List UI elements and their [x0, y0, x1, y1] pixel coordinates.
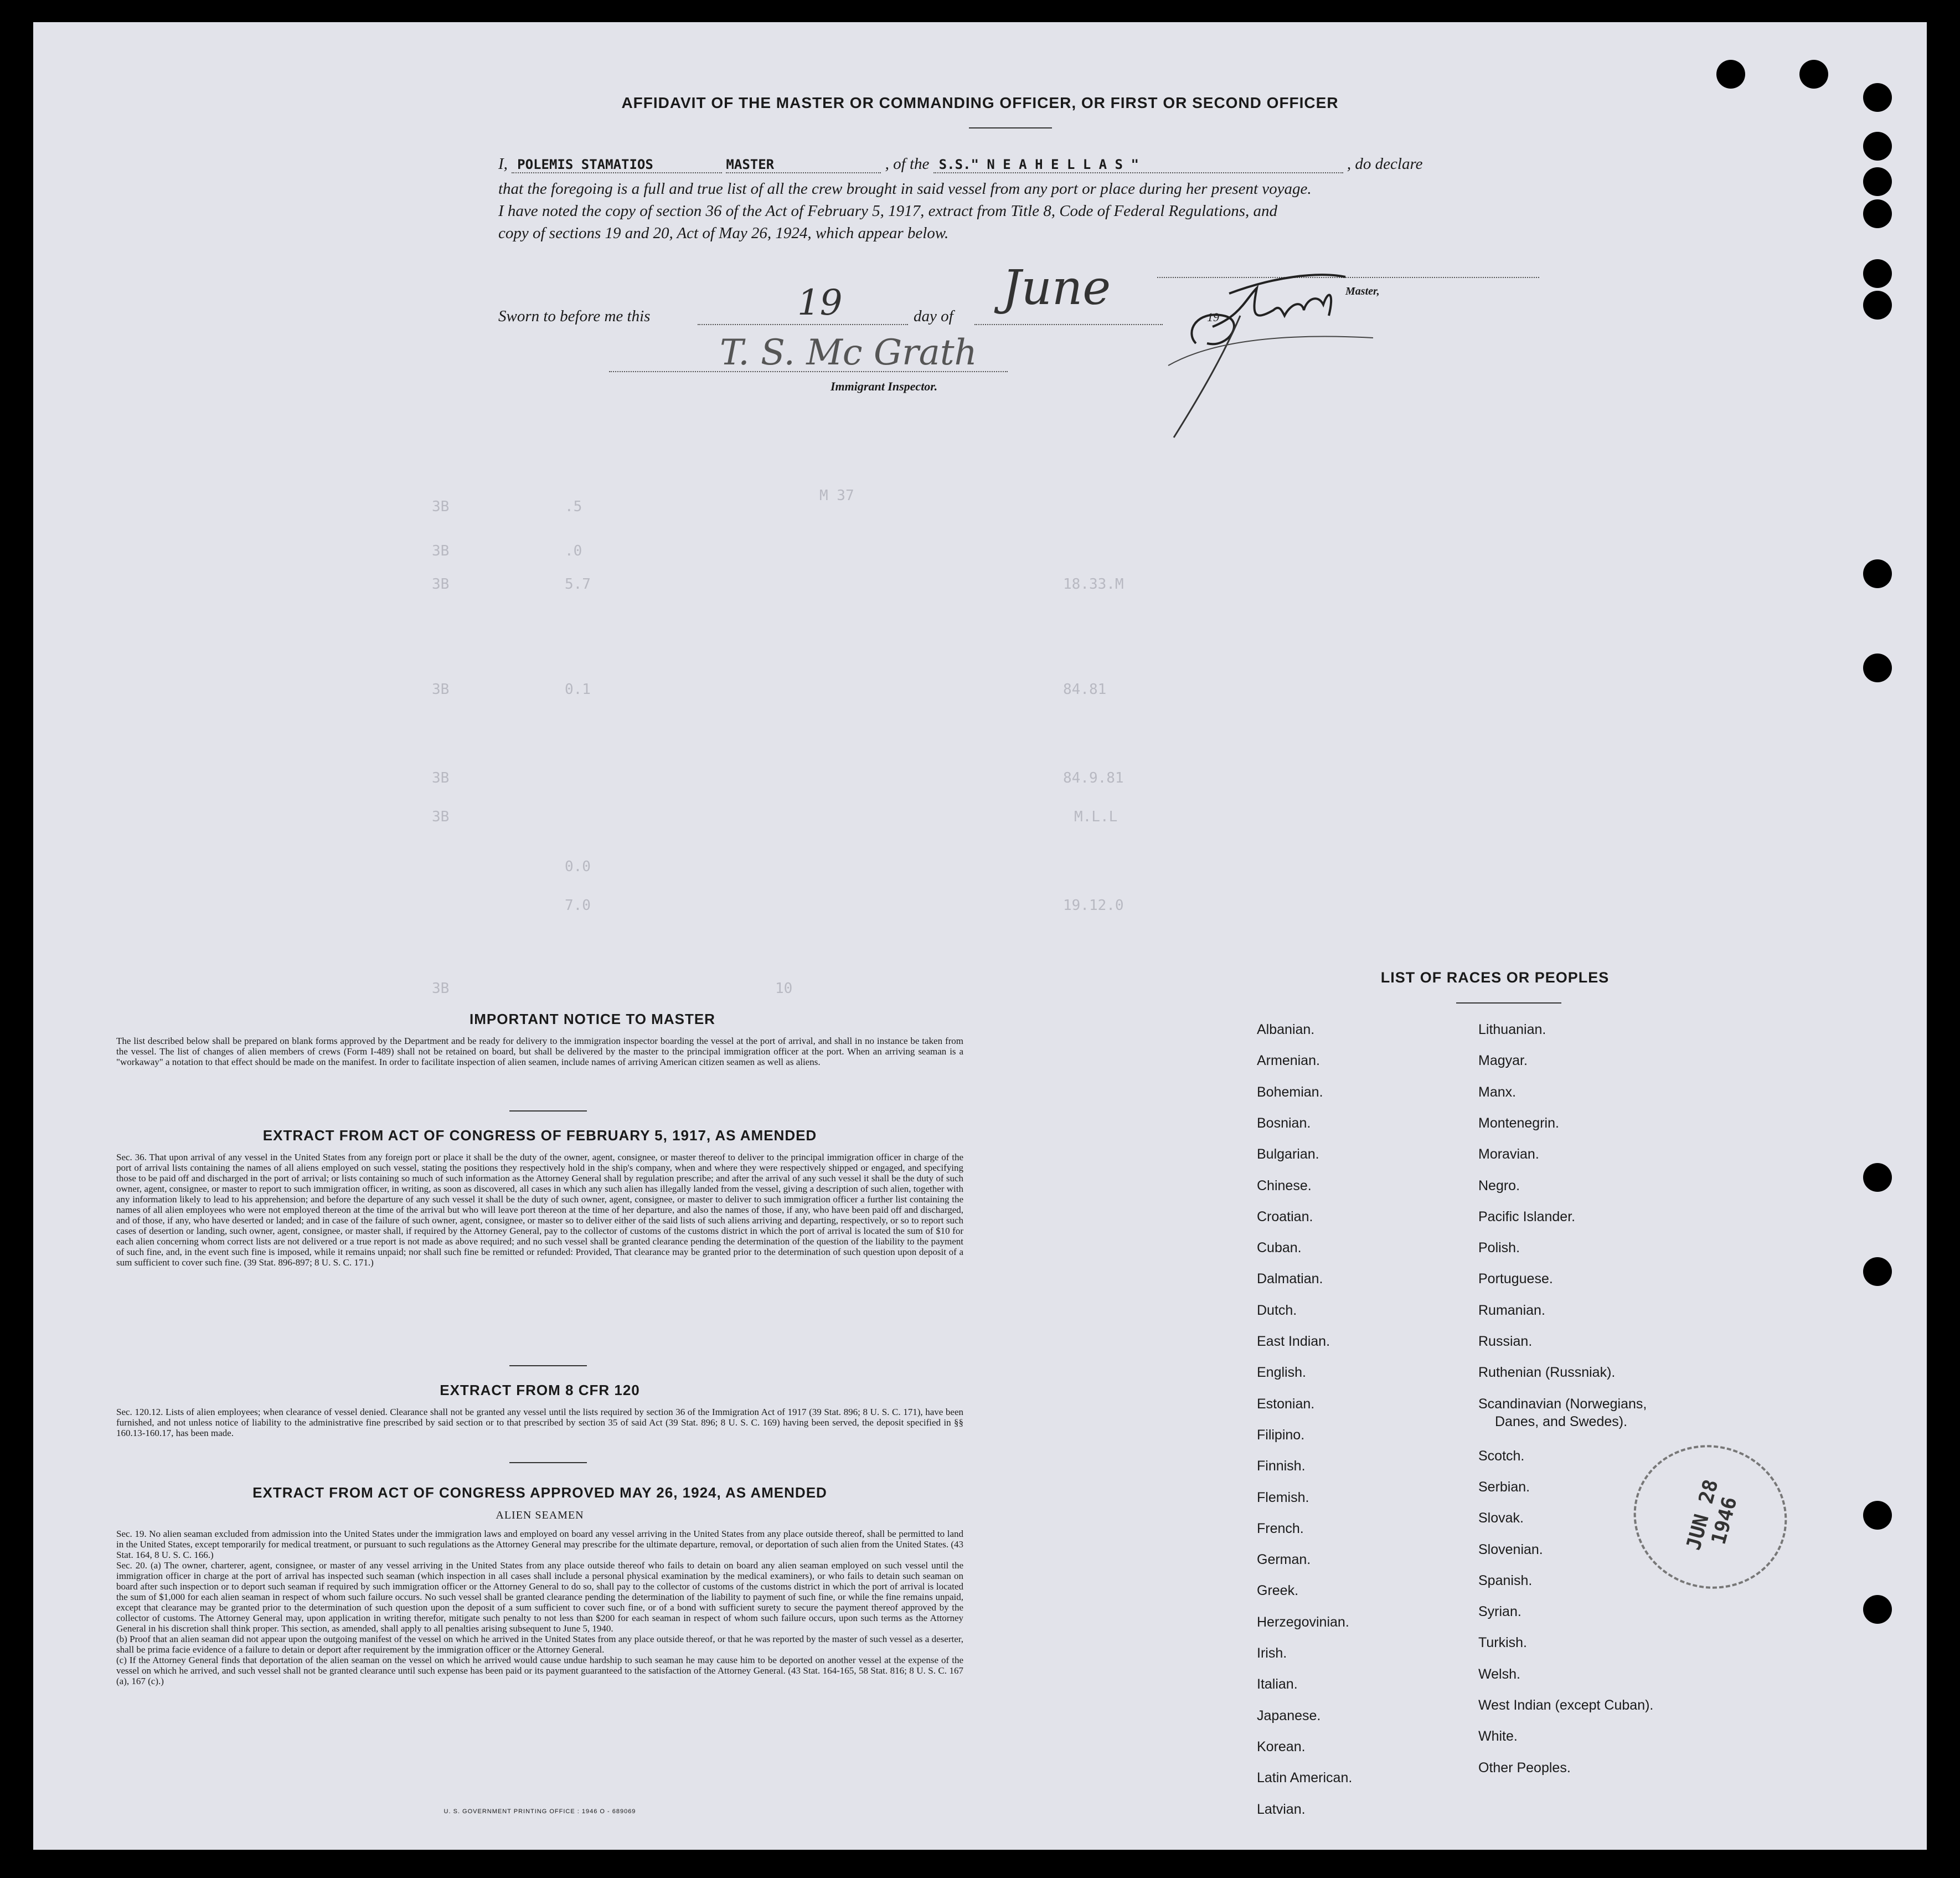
race-item: Slovak.	[1478, 1510, 1524, 1526]
month-value: June	[1002, 260, 1111, 316]
race-item: Manx.	[1478, 1084, 1517, 1100]
punch-hole	[1716, 60, 1745, 89]
master-signature	[1163, 255, 1395, 449]
divider	[509, 1365, 587, 1366]
race-item: Rumanian.	[1478, 1302, 1545, 1318]
sec-20a: Sec. 20. (a) The owner, charterer, agent, consignee, or master of any vessel arriving in the United States from any place outside thereof who fails to detain on board any alien seaman employed on such vessel until the immigration officer in charge at the port of arrival has inspected such seaman (which inspection in all cases shall include a personal physical examination by the medical examiners), or who fails to detain such seaman on board after such inspection or to deport such seaman if required by such immigration officer or the Attorney General to do so, shall pay to the collector of customs of the customs district in which the port of arrival is located the sum of $1,000 for each alien seaman in respect of whom such failure occurs. No such vessel shall be granted clearance pending the determination of the liability to payment of such fine, or while the fine remains unpaid, except that clearance may be granted prior to the determination of such question upon the deposit of a sum sufficient to cover such fine, or of a bond with sufficient surety to secure the payment thereof approved by the collector of customs. The Attorney General may, upon application in writing therefor, mitigate such penalty to not less than $200 for each seaman in respect of whom such failure occurs, upon such terms as the Attorney General in his discretion shall think proper. This section, as amended, shall apply to all penalties arising subsequent to June 5, 1940.	[116, 1560, 963, 1634]
race-item: Dutch.	[1257, 1302, 1297, 1318]
master-rank: MASTER	[726, 157, 881, 173]
punch-hole	[1799, 60, 1828, 89]
punch-hole	[1863, 167, 1892, 196]
race-item: Cuban.	[1257, 1240, 1302, 1256]
inspector-label: Immigrant Inspector.	[831, 379, 938, 393]
punch-hole	[1863, 1501, 1892, 1530]
affidavit-line2: that the foregoing is a full and true list of all the crew brought in said vessel from any port or place during her present voyage.	[498, 180, 1312, 198]
notice-title: IMPORTANT NOTICE TO MASTER	[470, 1011, 715, 1027]
day-value: 19	[797, 282, 843, 323]
year-label: 19	[1207, 310, 1219, 324]
race-item: White.	[1478, 1728, 1518, 1745]
race-item: Chinese.	[1257, 1177, 1312, 1193]
race-item: Slovenian.	[1478, 1541, 1543, 1557]
received-stamp	[1617, 1428, 1803, 1606]
race-item: Latin American.	[1257, 1770, 1353, 1786]
race-item: East Indian.	[1257, 1334, 1330, 1349]
race-item: Danes, and Swedes).	[1495, 1413, 1628, 1429]
race-item: Italian.	[1257, 1676, 1298, 1692]
affidavit-line4: copy of sections 19 and 20, Act of May 26, 1924, which appear below.	[498, 224, 949, 242]
race-item: Japanese.	[1257, 1707, 1321, 1723]
day-of-label: day of	[914, 307, 953, 325]
race-item: Bohemian.	[1257, 1084, 1323, 1100]
punch-hole	[1863, 559, 1892, 588]
punch-hole	[1863, 132, 1892, 161]
sec-20b: (b) Proof that an alien seaman did not appear upon the outgoing manifest of the vessel on which he arrived in the United States from any place outside thereof, or that he was reported by the master of such vessel as a deserter, shall be prima facie evidence of a failure to detain or deport after requirement by the immigration officer or the Attorney General.	[116, 1634, 963, 1655]
race-item: Herzegovinian.	[1257, 1614, 1349, 1630]
race-item: Spanish.	[1478, 1572, 1533, 1588]
printing-office-footer: U. S. GOVERNMENT PRINTING OFFICE : 1946 O - 689069	[443, 1808, 636, 1815]
affidavit-title: AFFIDAVIT OF THE MASTER OR COMMANDING OFFICER, OR FIRST OR SECOND OFFICER	[621, 94, 1339, 111]
punch-hole	[1863, 1163, 1892, 1192]
affidavit-line1: I, POLEMIS STAMATIOS MASTER , of the S.S." N E A H E L L A S " , do declare	[498, 155, 1423, 173]
race-item: Albanian.	[1257, 1022, 1315, 1037]
race-item: Welsh.	[1478, 1666, 1520, 1682]
race-item: English.	[1257, 1365, 1306, 1381]
alien-seamen-subtitle: ALIEN SEAMEN	[496, 1509, 584, 1521]
race-item: Turkish.	[1478, 1635, 1527, 1651]
divider	[509, 1462, 587, 1463]
race-item: Moravian.	[1478, 1146, 1539, 1162]
punch-hole	[1863, 259, 1892, 288]
race-item: Croatian.	[1257, 1208, 1313, 1224]
race-item: Korean.	[1257, 1738, 1306, 1754]
vessel-name: S.S." N E A H E L L A S "	[933, 157, 1343, 173]
extract-1917-body: Sec. 36. That upon arrival of any vessel in the United States from any foreign port or place it shall be the duty of the owner, agent, consignee, or master thereof to deliver to the principal immigration officer in charge of the port of arrival lists containing the names of all aliens employed on such vessel, stating the positions they respectively hold in the ship's company, when and where they were respectively shipped or engaged, and specifying those to be paid off and discharged in the port of arrival; or lists containing so much of such information as the Attorney General shall by regulation prescribe; and after the arrival of any such vessel it shall be the duty of such owner, agent, consignee, or master to report to such immigration officer, in writing, as soon as discovered, all cases in which any such alien has illegally landed from the vessel, giving a description of such alien, together with any information likely to lead to his apprehension; and before the departure of any such vessel it shall be the duty of such owner, agent, consignee, or master to deliver to such immigration officer a further list containing the names of all alien employees who were not employed thereon at the time of the arrival but who will leave port thereon at the time of her departure, and also the names of those, if any, who have been paid off and discharged, and of those, if any, who have deserted or landed; and in case of the failure of such owner, agent, consignee, or master so to deliver either of the said lists of such aliens arriving and departing, respectively, or so to report such cases of desertion or landing, such owner, agent, consignee, or master shall, if required by the Attorney General, pay to the collector of customs of the customs district in which the port of arrival is located the sum of $10 for each alien concerning whom correct lists are not delivered or a true report is not made as above required; and no such vessel shall be granted clearance pending the determination of the question of the liability to the payment of such fine, and, in the event such fine is imposed, while it remains unpaid; nor shall such fine be remitted or refunded: Provided, That clearance may be granted prior to the determination of such question upon deposit of a sum sufficient to cover such fine. (39 Stat. 896-897; 8 U. S. C. 171.)	[116, 1152, 963, 1268]
race-item: Lithuanian.	[1478, 1022, 1546, 1037]
sworn-label: Sworn to before me this	[498, 307, 651, 325]
extract-1917-title: EXTRACT FROM ACT OF CONGRESS OF FEBRUARY 5, 1917, AS AMENDED	[262, 1127, 817, 1144]
race-item: West Indian (except Cuban).	[1478, 1697, 1654, 1713]
stamp-date: JUN 28 1946	[1682, 1477, 1742, 1553]
race-item: Scandinavian (Norwegians,	[1478, 1396, 1647, 1412]
cfr-title: EXTRACT FROM 8 CFR 120	[440, 1382, 640, 1398]
race-item: Negro.	[1478, 1177, 1520, 1193]
affidavit-line3: I have noted the copy of section 36 of the Act of February 5, 1917, extract from Title 8, Code of Federal Regulations, and	[498, 202, 1278, 220]
master-label: Master,	[1345, 285, 1380, 297]
race-item: French.	[1257, 1520, 1304, 1536]
race-item: Flemish.	[1257, 1489, 1309, 1505]
race-item: Polish.	[1478, 1240, 1520, 1256]
race-item: Ruthenian (Russniak).	[1478, 1365, 1616, 1381]
inspector-signature: T. S. Mc Grath	[720, 332, 977, 373]
race-item: Magyar.	[1478, 1053, 1528, 1069]
punch-hole	[1863, 1257, 1892, 1286]
race-item: German.	[1257, 1552, 1311, 1568]
divider	[969, 127, 1052, 128]
race-item: Montenegrin.	[1478, 1115, 1559, 1131]
race-item: Other Peoples.	[1478, 1759, 1571, 1776]
extract-1924-body	[116, 1529, 963, 1686]
punch-hole	[1863, 654, 1892, 682]
divider	[1456, 1002, 1561, 1004]
races-title: LIST OF RACES OR PEOPLES	[1380, 969, 1610, 986]
sec-20c: (c) If the Attorney General finds that deportation of the alien seaman on the vessel on which he arrived would cause undue hardship to such seaman he may cause him to be deported on another vessel at the expense of the vessel on which he arrived, and such vessel shall not be granted clearance until such expense has been paid or its payment guaranteed to the satisfaction of the Attorney General. (43 Stat. 164-165, 58 Stat. 816; 8 U. S. C. 167 (a), 167 (c).)	[116, 1655, 963, 1686]
notice-body: The list described below shall be prepared on blank forms approved by the Department and be ready for delivery to the immigration inspector boarding the vessel at the port of arrival, and shall in no instance be taken from the vessel. The list of changes of alien members of crews (Form I-489) shall not be retained on board, but shall be delivered by the master to the principal immigration officer at the port. When an arriving seaman is a "workaway" a notation to that effect should be made on the manifest. In order to facilitate inspection of alien seamen, include names of arriving American citizen seamen as well as aliens.	[116, 1036, 963, 1067]
race-item: Dalmatian.	[1257, 1271, 1323, 1287]
divider	[509, 1110, 587, 1112]
race-item: Bulgarian.	[1257, 1146, 1319, 1162]
sec-19: Sec. 19. No alien seaman excluded from admission into the United States under the immigration laws and employed on board any vessel arriving in the United States from any place outside thereof, shall be permitted to land in the United States, except temporarily for medical treatment, or pursuant to such regulations as the Attorney General may prescribe for the ultimate departure, removal, or deportation of such alien from the United States. (43 Stat. 164, 8 U. S. C. 166.)	[116, 1529, 963, 1560]
master-name: POLEMIS STAMATIOS	[512, 157, 722, 173]
race-item: Bosnian.	[1257, 1115, 1311, 1131]
extract-1924-title: EXTRACT FROM ACT OF CONGRESS APPROVED MAY 26, 1924, AS AMENDED	[252, 1484, 827, 1501]
race-item: Armenian.	[1257, 1053, 1320, 1069]
race-item: Pacific Islander.	[1478, 1208, 1576, 1224]
race-item: Finnish.	[1257, 1458, 1306, 1474]
punch-hole	[1863, 291, 1892, 320]
race-item: Estonian.	[1257, 1396, 1315, 1412]
punch-hole	[1863, 199, 1892, 228]
race-item: Russian.	[1478, 1334, 1533, 1349]
race-item: Portuguese.	[1478, 1271, 1553, 1287]
cfr-body: Sec. 120.12. Lists of alien employees; when clearance of vessel denied. Clearance shall not be granted any vessel until the lists required by section 36 of the Immigration Act of 1917 (39 Stat. 896; 8 U. S. C. 171), have been furnished, and not unless notice of liability to the administrative fine prescribed by said section or to that prescribed by section 35 of said Act (39 Stat. 896; 8 U. S. C. 169) having been served, the deposit specified in §§ 160.13-160.17, has been made.	[116, 1407, 963, 1438]
race-item: Serbian.	[1478, 1479, 1530, 1495]
race-item: Greek.	[1257, 1583, 1299, 1599]
race-item: Scotch.	[1478, 1448, 1525, 1464]
race-item: Filipino.	[1257, 1427, 1305, 1443]
race-item: Syrian.	[1478, 1604, 1521, 1620]
document-page: AFFIDAVIT OF THE MASTER OR COMMANDING OFFICER, OR FIRST OR SECOND OFFICER I, POLEMIS STAMATIOS MASTER , of the S.S." N E A H E L L A S " , do declare that the foregoing is a full and true list of all the crew brought in said vessel from any port or place during her present voyage. I have noted the copy of section 36 of the Act of February 5, 1917, extract from Title 8, Code of Federal Regulations, and copy of sections 19 and 20, Act of May 26, 1924, which appear below. Sworn to before me this 19 day of June 19 Master, T. S. Mc Grath Immigrant Inspector. 3B .5 M 37 3B .0 3B 5.7 18.33.M 3B 0.1 84.81 3B 84.9.81 3B M.L.L 0.0 19.12.0 7.0 3B 10 IMPORTANT NOTICE TO MASTER The list described below shall be prepared on blank forms approved by the Department and be ready for delivery to the immigration inspector boarding the vessel at the port of arrival, and shall in no instance be taken from the vessel. The list of changes of alien members of crews (Form I-489) shall not be retained on board, but shall be delivered by the master to the principal immigration officer at the port. When an arriving seaman is a "workaway" a notation to that effect should be made on the manifest. In order to facilitate inspection of alien seamen, include names of arriving American citizen seamen as well as aliens. EXTRACT FROM ACT OF CONGRESS OF FEBRUARY 5, 1917, AS AMENDED Sec. 36. That upon arrival of any vessel in the United States from any foreign port or place it shall be the duty of the owner, agent, consignee, or master thereof to deliver to the principal immigration officer in charge of the port of arrival lists containing the names of all aliens employed on such vessel, stating the positions they respectively hold in the ship's company, when and where they were respectively shipped or engaged, and specifying those to be paid off and discharged in the port of arrival; or lists containing so much of such information as the Attorney General shall by regulation prescribe; and after the arrival of any such vessel it shall be the duty of such owner, agent, consignee, or master to report to such immigration officer, in writing, as soon as discovered, all cases in which any such alien has illegally landed from the vessel, giving a description of such alien, together with any information likely to lead to his apprehension; and before the departure of any such vessel it shall be the duty of such owner, agent, consignee, or master to deliver to such immigration officer a further list containing the names of all alien employees who were not employed thereon at the time of the arrival but who will leave port thereon at the time of her departure, and also the names of those, if any, who have been paid off and discharged, and of those, if any, who have deserted or landed; and in case of the failure of such owner, agent, consignee, or master so to deliver either of the said lists of such aliens arriving and departing, respectively, or so to report such cases of desertion or landing, such owner, agent, consignee, or master shall, if required by the Attorney General, pay to the collector of customs of the customs district in which the port of arrival is located the sum of $10 for each alien concerning whom correct lists are not delivered or a true report is not made as above required; and no such vessel shall be granted clearance pending the determination of the question of the liability to the payment of such fine, and, in the event such fine is imposed, while it remains unpaid; nor shall such fine be remitted or refunded: Provided, That clearance may be granted prior to the determination of such question upon deposit of a sum sufficient to cover such fine. (39 Stat. 896-897; 8 U. S. C. 171.) EXTRACT FROM 8 CFR 120 Sec. 120.12. Lists of alien employees; when clearance of vessel denied. Clearance shall not be granted any vessel until the lists required by section 36 of the Immigration Act of 1917 (39 Stat. 896; 8 U. S. C. 171), have been furnished, and not unless notice of liability to the administrative fine prescribed by said section or to that prescribed by section 35 of said Act (39 Stat. 896; 8 U. S. C. 169) having been served, the deposit specified in §§ 160.13-160.17, has been made. EXTRACT FROM ACT OF CONGRESS APPROVED MAY 26, 1924, AS AMENDED ALIEN SEAMEN Sec. 19. No alien seaman excluded from admission into the United States under the immigration laws and employed on board any vessel arriving in the United States from any place outside thereof, shall be permitted to land in the United States, except temporarily for medical treatment, or pursuant to such regulations as the Attorney General may prescribe for the ultimate departure, removal, or deportation of such alien from the United States. (43 Stat. 164, 8 U. S. C. 166.) Sec. 20. (a) The owner, charterer, agent, consignee, or master of any vessel arriving in the United States from any place outside thereof who fails to detain on board any alien seaman employed on such vessel until the immigration officer in charge at the port of arrival has inspected such seaman (which inspection in all cases shall include a personal physical examination by the medical examiners), or who fails to detain such seaman on board after such inspection or to deport such seaman if required by such immigration officer or the Attorney General to do so, shall pay to the collector of customs of the customs district in which the port of arrival is located the sum of $1,000 for each alien seaman in respect of whom such failure occurs. No such vessel shall be granted clearance pending the determination of the liability to payment of such fine, or while the fine remains unpaid, except that clearance may be granted prior to the determination of such question upon the deposit of a sum sufficient to cover such fine, or of a bond with sufficient surety to secure the payment thereof approved by the collector of customs. The Attorney General may, upon application in writing therefor, mitigate such penalty to not less than $200 for each seaman in respect of whom such failure occurs, upon such terms as the Attorney General in his discretion shall think proper. This section, as amended, shall apply to all penalties arising subsequent to June 5, 1940. (b) Proof that an alien seaman did not appear upon the outgoing manifest of the vessel on which he arrived in the United States from any place outside thereof, or that he was reported by the master of such vessel as a deserter, shall be prima facie evidence of a failure to detain or deport after requirement by the immigration officer or the Attorney General. (c) If the Attorney General finds that deportation of the alien seaman on the vessel on which he arrived would cause undue hardship to such seaman he may cause him to be deported on another vessel at the expense of the vessel on which he arrived, and such vessel shall not be granted clearance until such expense has been paid or its payment guaranteed to the satisfaction of the Attorney General. (43 Stat. 164-165, 58 Stat. 816; 8 U. S. C. 167 (a), 167 (c).) U. S. GOVERNMENT PRINTING OFFICE : 1946 O - 689069 LIST OF RACES OR PEOPLES JUN 28 1946 Albanian. Armenian. Bohemian. Bosnian. Bulgarian. Chinese. Croatian. Cuban. Dalmatian. Dutch. East Indian. English. Estonian. Filipino. Finnish. Flemish. French. German. Greek. Herzegovinian. Irish. Italian. Japanese. Korean. Latin American. Latvian. Lithuanian. Magyar. Manx. Montenegrin. Moravian. Negro. Pacific Islander. Polish. Portuguese. Rumanian. Russian. Ruthenian (Russniak). Scandinavian (Norwegians, Danes, and Swedes). Scotch. Serbian. Slovak. Slovenian. Spanish. Syrian. Turkish. Welsh. West Indian (except Cuban). White. Other Peoples.	[33, 22, 1927, 1850]
punch-hole	[1863, 1595, 1892, 1624]
race-item: Irish.	[1257, 1645, 1287, 1661]
race-item: Latvian.	[1257, 1801, 1306, 1817]
